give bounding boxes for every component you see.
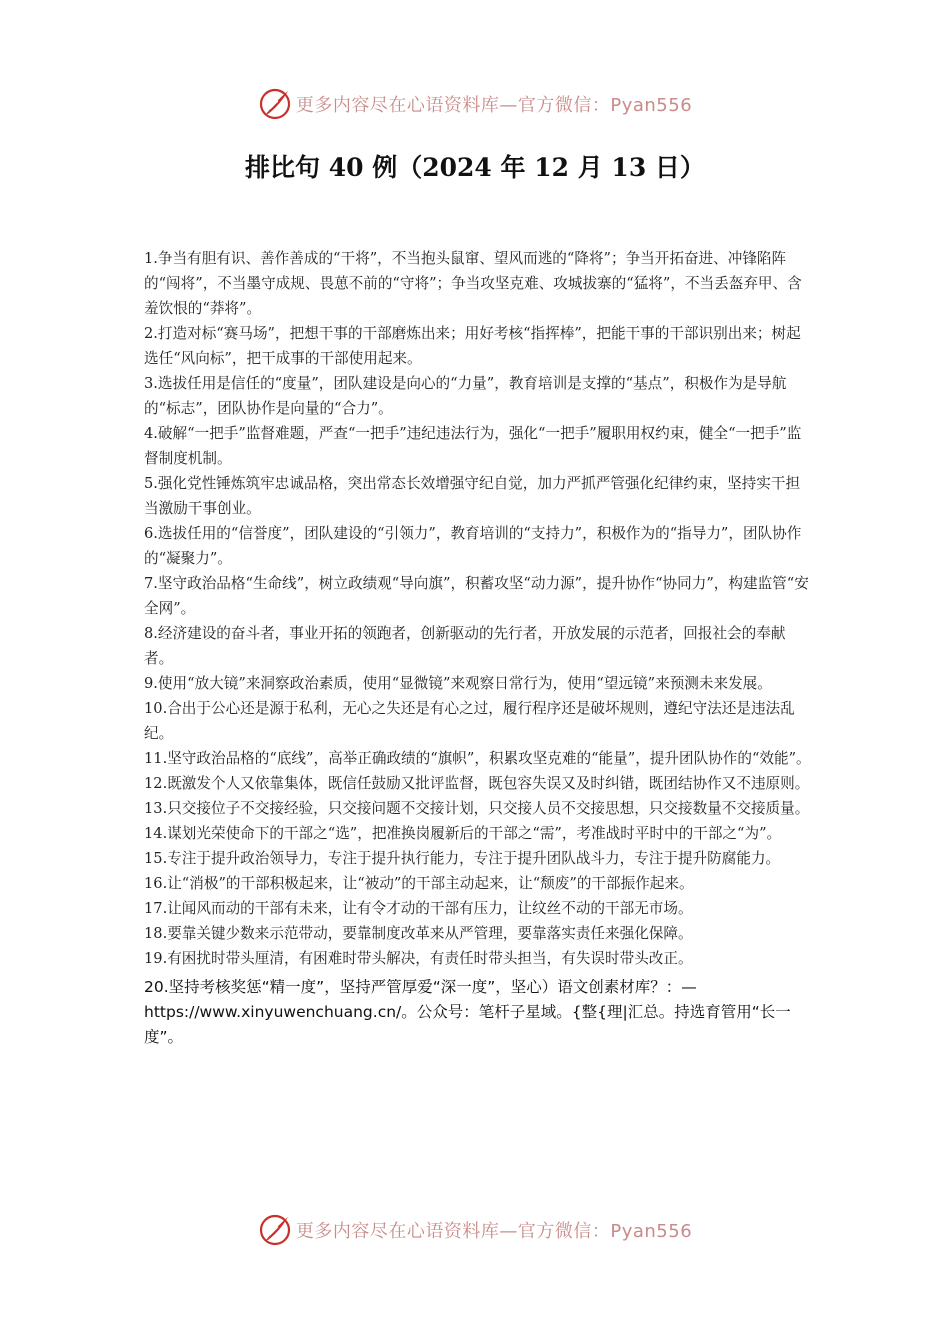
paragraph-20: 20.坚持考核奖惩“精一度”，坚持严管厚爱“深一度”，坚心）语文创素材库？：—https://www.xinyuwenchuang.cn/。公众号：笔杆子星域。{整{理|汇总。持选育管用“长一度”。: [144, 978, 791, 1046]
header-banner: [0, 84, 950, 124]
page-title: 排比句 40 例（2024 年 12 月 13 日）: [245, 153, 705, 182]
paragraph-18: 18.要靠关键少数来示范带动，要靠制度改革来从严管理，要靠落实责任来强化保障。: [144, 925, 693, 942]
paragraph-9: 9.使用“放大镜”来洞察政治素质，使用“显微镜”来观察日常行为，使用“望远镜”来预测未来发展。: [144, 675, 772, 692]
paragraph-1: 1.争当有胆有识、善作善成的“干将”，不当抱头鼠窜、望风而逃的“降将”；争当开拓奋进、冲锋陷阵的“闯将”，不当墨守成规、畏葸不前的“守将”；争当攻坚克难、攻城拔寨的“猛将”，不当丢盔弃甲、含羞饮恨的“莽将”。: [144, 250, 802, 317]
paragraph-3: 3.选拔任用是信任的“度量”，团队建设是向心的“力量”，教育培训是支撑的“基点”，积极作为是导航的“标志”，团队协作是向量的“合力”。: [144, 375, 787, 417]
paragraph-2: 2.打造对标“赛马场”，把想干事的干部磨炼出来；用好考核“指挥棒”，把能干事的干部识别出来；树起选任“风向标”，把干成事的干部使用起来。: [144, 325, 801, 367]
paragraph-4: 4.破解“一把手”监督难题，严查“一把手”违纪违法行为，强化“一把手”履职用权约束，健全“一把手”监督制度机制。: [144, 425, 802, 467]
document-body: [144, 246, 814, 1050]
paragraph-19: 19.有困扰时带头厘清，有困难时带头解决，有责任时带头担当，有失误时带头改正。: [144, 950, 693, 967]
paragraph-17: 17.让闻风而动的干部有未来，让有令才动的干部有压力，让纹丝不动的干部无市场。: [144, 900, 693, 917]
paragraph-14: 14.谋划光荣使命下的干部之“选”，把准换岗履新后的干部之“需”，考准战时平时中的干部之“为”。: [144, 825, 782, 842]
quill-logo-icon: [258, 87, 292, 121]
quill-logo-icon: [258, 1213, 292, 1247]
paragraph-5: 5.强化党性锤炼筑牢忠诚品格，突出常态长效增强守纪自觉，加力严抓严管强化纪律约束，坚持实干担当激励干事创业。: [144, 475, 801, 517]
footer-banner-text: 更多内容尽在心语资料库—官方微信：Pyan556: [295, 1221, 693, 1242]
paragraph-7: 7.坚守政治品格“生命线”，树立政绩观“导向旗”，积蓄攻坚“动力源”，提升协作“协同力”，构建监管“安全网”。: [144, 575, 809, 617]
paragraph-10: 10.合出于公心还是源于私利，无心之失还是有心之过，履行程序还是破坏规则，遵纪守法还是违法乱纪。: [144, 700, 795, 742]
paragraph-16: 16.让“消极”的干部积极起来，让“被动”的干部主动起来，让“颓废”的干部振作起来。: [144, 875, 694, 892]
footer-banner: [0, 1210, 950, 1250]
paragraph-15: 15.专注于提升政治领导力，专注于提升执行能力，专注于提升团队战斗力，专注于提升防腐能力。: [144, 850, 781, 867]
header-banner-text: 更多内容尽在心语资料库—官方微信：Pyan556: [295, 95, 693, 116]
paragraph-13: 13.只交接位子不交接经验，只交接问题不交接计划，只交接人员不交接思想，只交接数量不交接质量。: [144, 800, 810, 817]
paragraph-6: 6.选拔任用的“信誉度”，团队建设的“引领力”，教育培训的“支持力”，积极作为的“指导力”，团队协作的“凝聚力”。: [144, 525, 802, 567]
paragraph-8: 8.经济建设的奋斗者，事业开拓的领跑者，创新驱动的先行者，开放发展的示范者，回报社会的奉献者。: [144, 625, 786, 667]
paragraph-11: 11.坚守政治品格的“底线”，高举正确政绩的“旗帜”，积累攻坚克难的“能量”，提升团队协作的“效能”。: [144, 750, 811, 767]
paragraph-12: 12.既激发个人又依靠集体，既信任鼓励又批评监督，既包容失误又及时纠错，既团结协作又不违原则。: [144, 775, 810, 792]
